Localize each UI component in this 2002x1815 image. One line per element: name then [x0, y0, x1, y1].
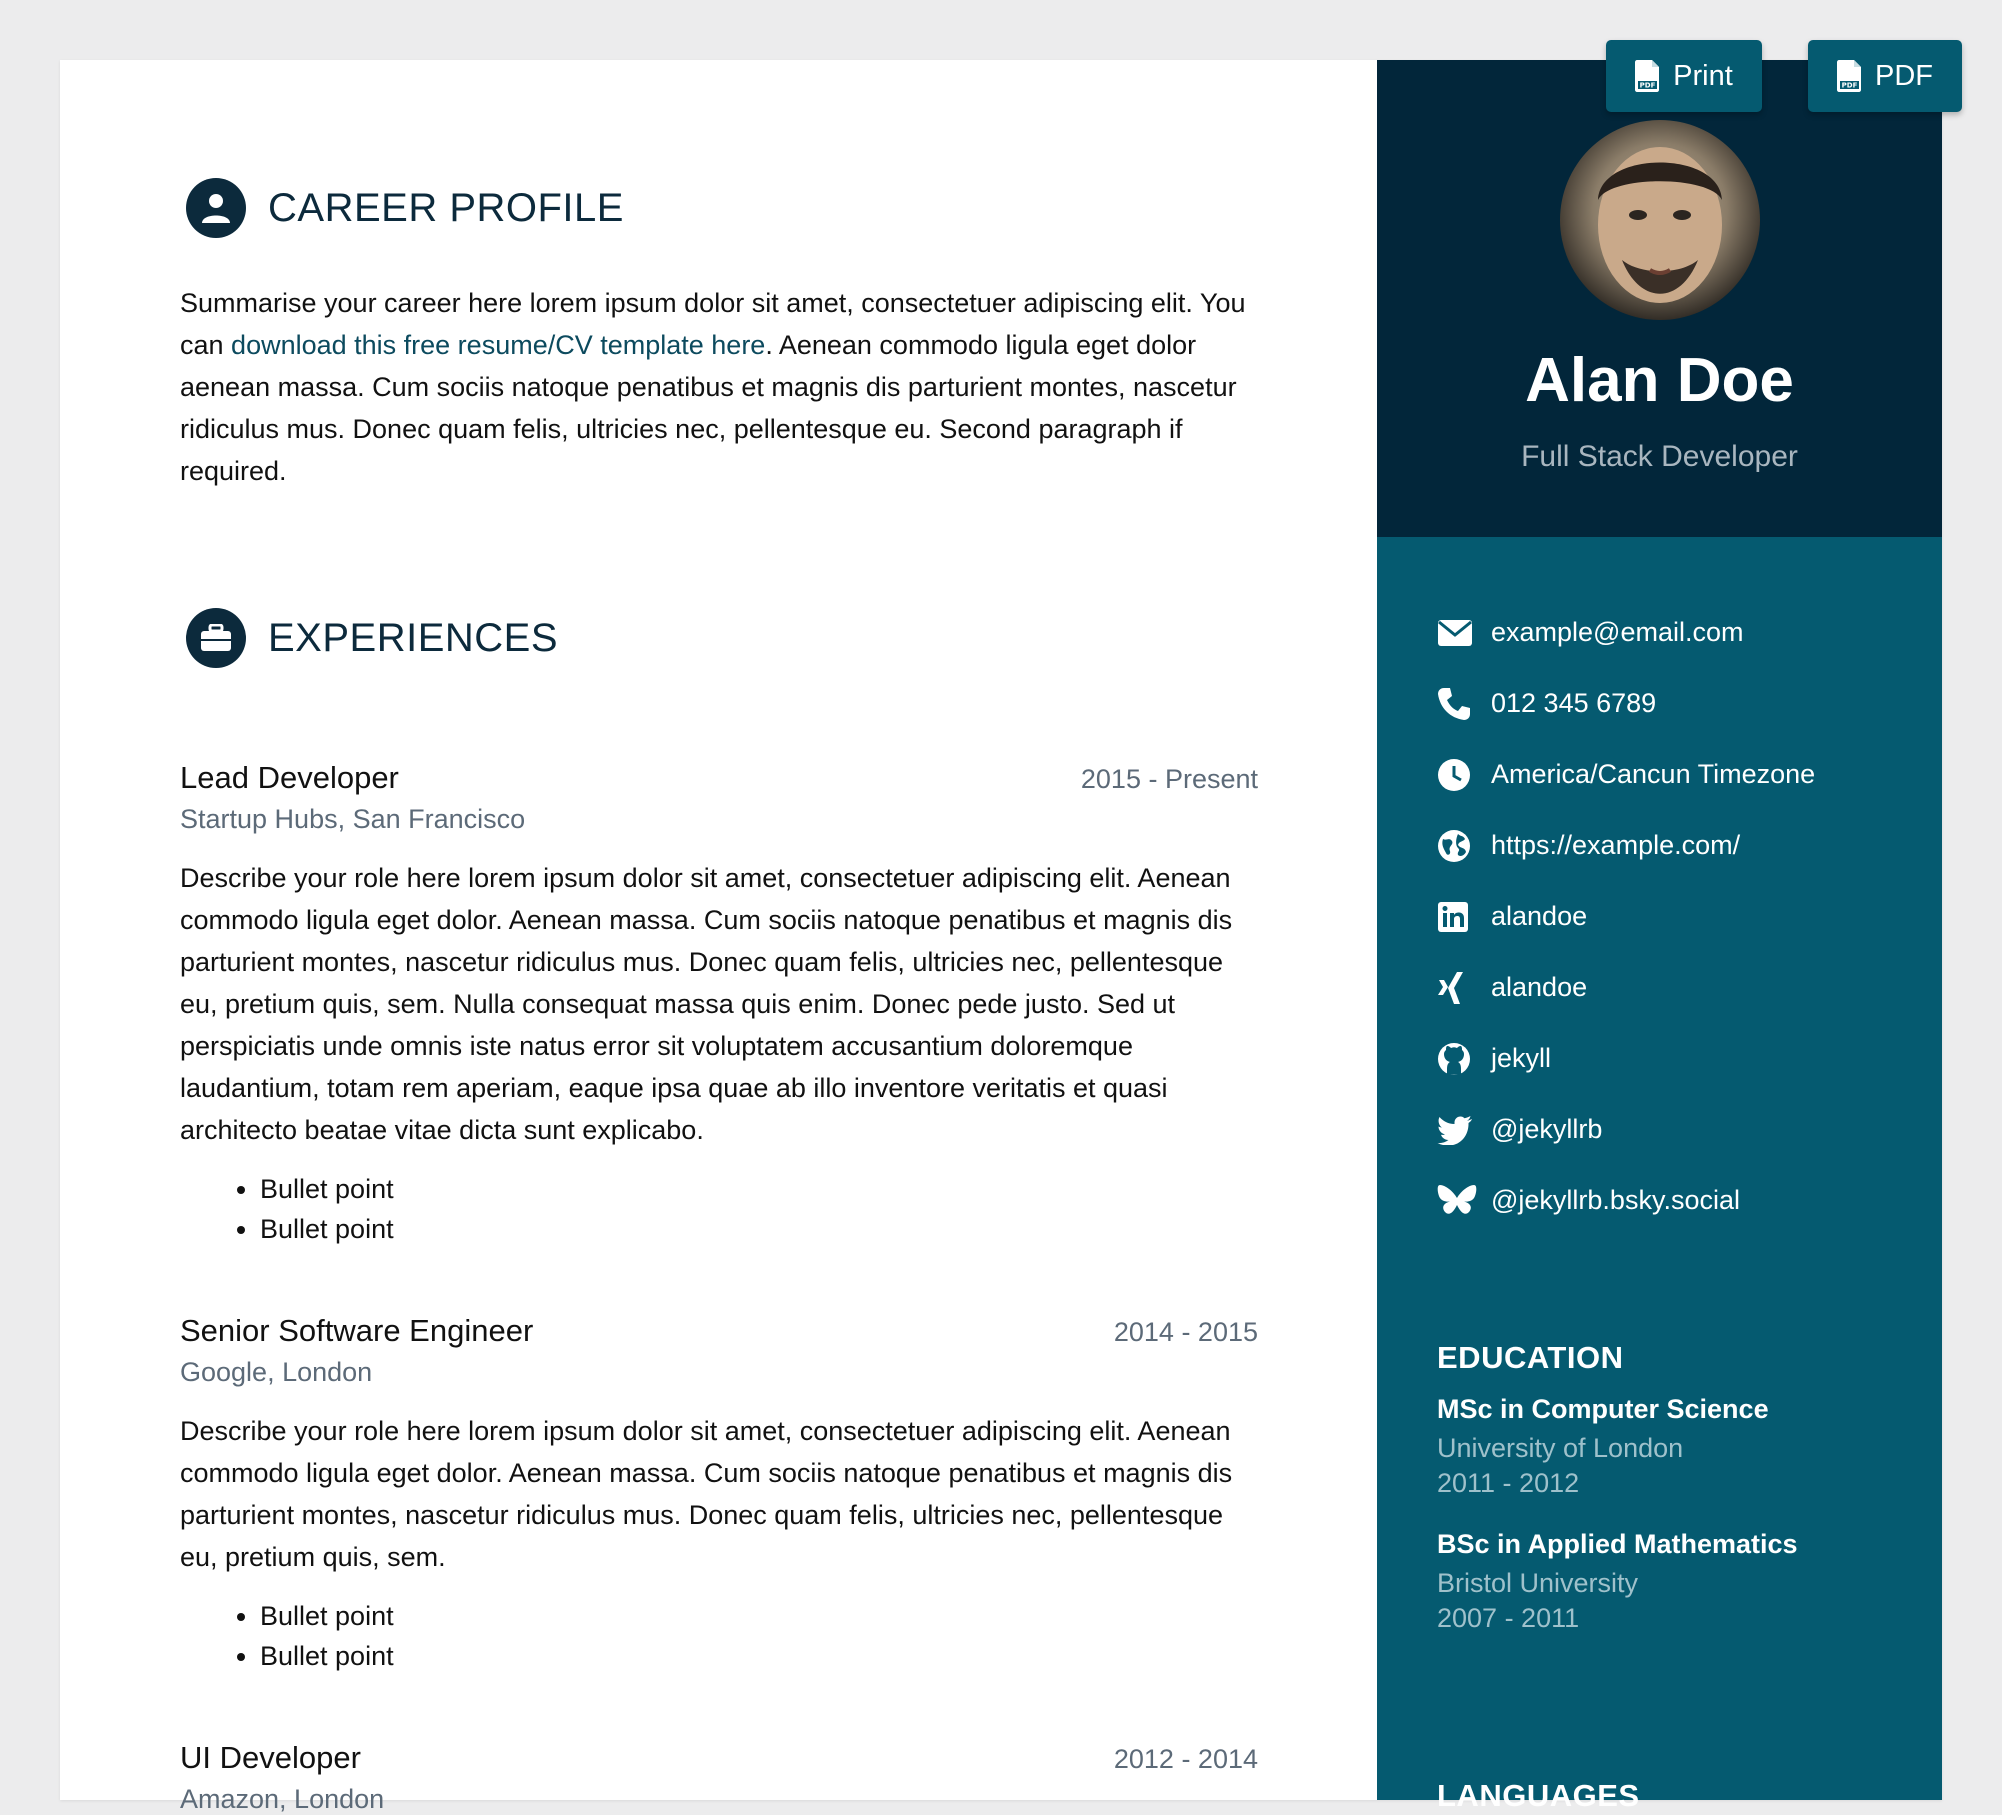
- bullet-point: • Bullet point: [260, 1636, 1258, 1676]
- linkedin-icon: [1437, 899, 1479, 935]
- job-company: Google, London: [180, 1357, 373, 1387]
- envelope-icon: [1437, 615, 1479, 651]
- education-school: Bristol University: [1437, 1568, 1639, 1598]
- education-item: [1437, 1529, 1917, 1634]
- job-date: 2014 - 2015: [1113, 1317, 1258, 1347]
- contact-xing[interactable]: [1437, 952, 1927, 1023]
- contact-timezone: [1437, 739, 1927, 810]
- profile-name: Alan Doe: [1525, 346, 1794, 415]
- contact-linkedin[interactable]: [1437, 881, 1927, 952]
- github-icon: [1437, 1041, 1479, 1077]
- bullet-point: • Bullet point: [260, 1596, 1258, 1636]
- education-degree: BSc in Applied Mathematics: [1437, 1529, 1798, 1559]
- contact-list: [1437, 597, 1927, 1236]
- job-item: [180, 1740, 1258, 1815]
- career-text-before: Summarise your career here lorem ipsum dolor sit amet, consectetuer adipiscing elit. You can: [180, 288, 1246, 360]
- education-years: 2007 - 2011: [1437, 1603, 1580, 1633]
- sidebar: [1377, 60, 1942, 1813]
- contact-text: America/Cancun Timezone: [1491, 759, 1816, 789]
- job-description: Describe your role here lorem ipsum dolor sit amet, consectetuer adipiscing elit. Aenean commodo ligula eget dolor. Aenean massa. Cum sociis natoque penatibus et magnis dis parturient montes, nascetur ridiculus mus. Donec quam felis, ultricies nec, pellentesque eu, pretium quis, sem.: [180, 1416, 1233, 1572]
- globe-icon: [1437, 828, 1479, 864]
- download-template-link[interactable]: download this free resume/CV template here: [231, 330, 766, 360]
- pdf-button[interactable]: [1808, 40, 1962, 112]
- file-pdf-icon: [1635, 60, 1661, 92]
- job-date: 2015 - Present: [1080, 764, 1258, 794]
- contact-github[interactable]: [1437, 1023, 1927, 1094]
- job-header: [180, 760, 1258, 796]
- career-text-after: . Aenean commodo ligula eget dolor aenean massa. Cum sociis natoque penatibus et magnis dis parturient montes, nascetur ridiculus mus. Donec quam felis, ultricies nec, pellentesque eu. Second paragraph if required.: [180, 330, 1237, 486]
- contact-text: alandoe: [1491, 972, 1588, 1002]
- contact-phone[interactable]: [1437, 668, 1927, 739]
- education-item: [1437, 1394, 1917, 1499]
- job-title: UI Developer: [180, 1740, 361, 1775]
- profile-header: [1377, 60, 1942, 537]
- user-icon: [186, 178, 246, 238]
- contact-text: alandoe: [1491, 901, 1588, 931]
- contact-text: @jekyllrb.bsky.social: [1491, 1185, 1740, 1215]
- bullet-point: • Bullet point: [260, 1209, 1258, 1249]
- contact-text: @jekyllrb: [1491, 1114, 1603, 1144]
- contact-twitter[interactable]: [1437, 1094, 1927, 1165]
- job-header: [180, 1740, 1258, 1776]
- bullet-point: • Bullet point: [260, 1169, 1258, 1209]
- languages-heading: LANGUAGES: [1437, 1778, 1640, 1813]
- job-company: Amazon, London: [180, 1784, 385, 1814]
- experiences-title: EXPERIENCES: [268, 615, 559, 660]
- briefcase-icon: [186, 608, 246, 668]
- education-degree: MSc in Computer Science: [1437, 1394, 1769, 1424]
- contact-bluesky[interactable]: [1437, 1165, 1927, 1236]
- career-summary: [180, 282, 1258, 492]
- clock-icon: [1437, 757, 1479, 793]
- job-date: 2012 - 2014: [1113, 1744, 1258, 1774]
- job-item: [180, 760, 1258, 1249]
- education-section: [1437, 1340, 1917, 1664]
- education-heading: EDUCATION: [1437, 1340, 1624, 1375]
- job-bullets: [180, 1169, 1258, 1249]
- pdf-label: PDF: [1875, 59, 1933, 92]
- education-school: University of London: [1437, 1433, 1684, 1463]
- avatar: [1560, 120, 1760, 320]
- contact-text: https://example.com/: [1491, 830, 1741, 860]
- svg-text:PDF: PDF: [1639, 81, 1656, 90]
- education-years: 2011 - 2012: [1437, 1468, 1580, 1498]
- job-company: Startup Hubs, San Francisco: [180, 804, 526, 834]
- file-pdf-icon: [1837, 60, 1863, 92]
- contact-email[interactable]: [1437, 597, 1927, 668]
- job-header: [180, 1313, 1258, 1349]
- job-title: Lead Developer: [180, 760, 399, 795]
- contact-text: jekyll: [1491, 1043, 1552, 1073]
- career-profile-heading: [186, 178, 624, 238]
- bluesky-icon: [1437, 1183, 1479, 1219]
- job-description: Describe your role here lorem ipsum dolor sit amet, consectetuer adipiscing elit. Aenean commodo ligula eget dolor. Aenean massa. Cum sociis natoque penatibus et magnis dis parturient montes, nascetur ridiculus mus. Donec quam felis, ultricies nec, pellentesque eu, pretium quis, sem. Nulla consequat massa quis enim. Donec pede justo. Sed ut perspiciatis unde omnis iste natus error sit voluptatem accusantium doloremque laudantium, totam rem aperiam, eaque ipsa quae ab illo inventore veritatis et quasi architecto beatae vitae dicta sunt explicabo.: [180, 863, 1233, 1145]
- print-button[interactable]: [1606, 40, 1762, 112]
- xing-icon: [1437, 970, 1479, 1006]
- svg-text:PDF: PDF: [1841, 81, 1858, 90]
- phone-icon: [1437, 686, 1479, 722]
- job-bullets: [180, 1596, 1258, 1676]
- twitter-icon: [1437, 1112, 1479, 1148]
- profile-tagline: Full Stack Developer: [1521, 440, 1798, 473]
- job-item: [180, 1313, 1258, 1676]
- print-label: Print: [1673, 59, 1733, 92]
- contact-text: example@email.com: [1491, 617, 1744, 647]
- contact-website[interactable]: [1437, 810, 1927, 881]
- career-profile-title: CAREER PROFILE: [268, 185, 624, 230]
- experiences-heading: [186, 608, 558, 668]
- main-column: [60, 60, 1377, 1814]
- job-title: Senior Software Engineer: [180, 1313, 534, 1348]
- contact-text: 012 345 6789: [1491, 688, 1657, 718]
